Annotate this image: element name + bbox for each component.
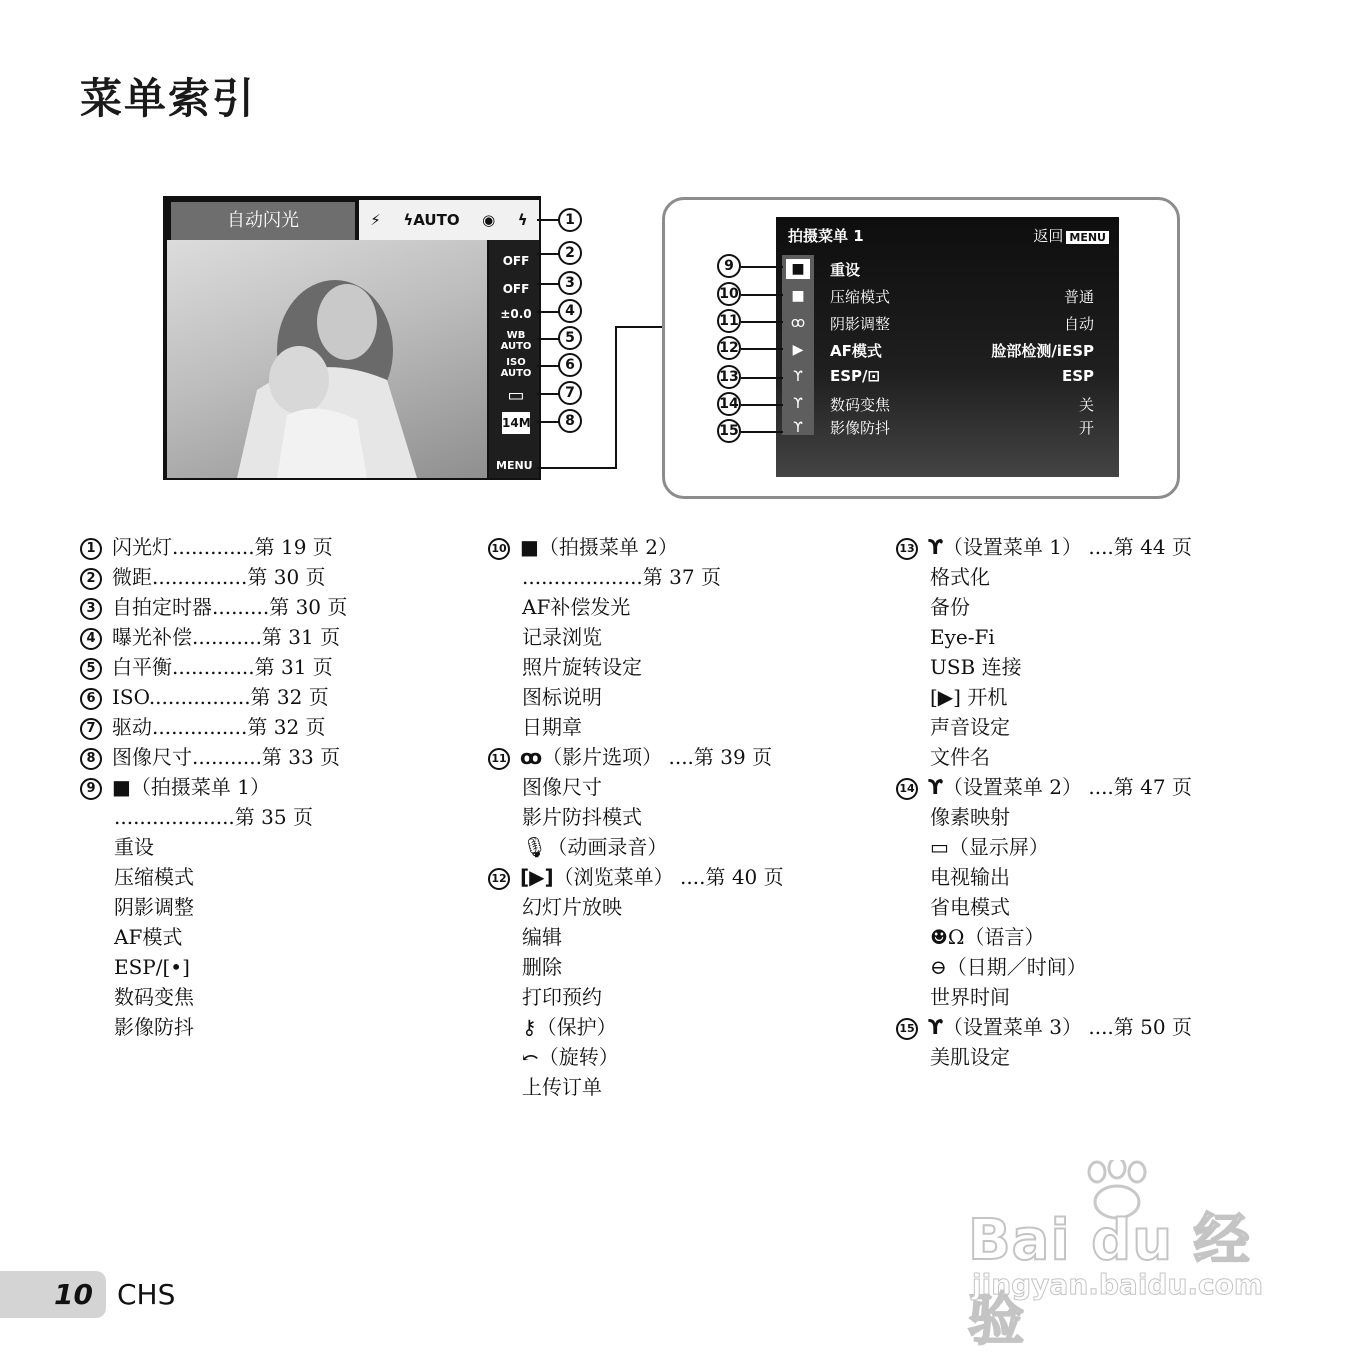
language-code: CHS	[117, 1278, 176, 1311]
entry-text: 照片旋转设定	[522, 655, 642, 679]
callout-number: 15	[717, 419, 741, 443]
camera-side-bar	[489, 240, 539, 478]
entry-text: ISO................第 32 页	[112, 685, 329, 709]
menu-row: AF模式 脸部检测/iESP	[830, 342, 1094, 360]
entry-text: 幻灯片放映	[522, 895, 622, 919]
callout-number: 9	[717, 254, 741, 278]
callout-number: 8	[558, 409, 582, 433]
image-size-icon: 14M	[502, 412, 530, 434]
callout-number: 7	[558, 381, 582, 405]
index-entry	[488, 922, 858, 952]
callout-number: 13	[717, 365, 741, 389]
index-column-2	[488, 532, 858, 1102]
entry-text: 打印预约	[522, 985, 602, 1009]
callout-number: 11	[717, 309, 741, 333]
index-entry	[80, 622, 450, 652]
entry-text: ...................第 35 页	[114, 805, 313, 829]
entry-icon: ■	[112, 775, 131, 799]
entry-text: 🎙（动画录音）	[522, 835, 668, 859]
index-entry	[896, 592, 1266, 622]
back-label: 返回 MENU	[1033, 225, 1109, 246]
entry-text: （拍摄菜单 1）	[130, 775, 270, 799]
index-entry	[80, 832, 450, 862]
index-entry	[488, 772, 858, 802]
entry-text: 图像尺寸...........第 33 页	[112, 745, 341, 769]
menu-row: 影像防抖 开	[830, 419, 1094, 437]
entry-text: 上传订单	[522, 1075, 602, 1099]
camera-screen	[163, 196, 541, 480]
entry-text: （影片选项） ....第 39 页	[542, 745, 773, 769]
index-entry	[896, 922, 1266, 952]
menu-row: 阴影调整 自动	[830, 315, 1094, 333]
entry-number: 14	[896, 778, 918, 800]
flash-auto-icon: ϟAUTO	[403, 211, 460, 229]
index-entry	[80, 682, 450, 712]
index-entry	[488, 892, 858, 922]
index-entry	[896, 952, 1266, 982]
index-entry	[488, 712, 858, 742]
entry-text: ESP/[•]	[114, 955, 190, 979]
leader-line	[741, 377, 783, 379]
entry-text: 电视输出	[930, 865, 1010, 889]
index-entry	[896, 982, 1266, 1012]
entry-text: 美肌设定	[930, 1045, 1010, 1069]
exposure-icon: ±0.0	[500, 307, 532, 321]
callout-number: 14	[717, 392, 741, 416]
index-entry	[896, 892, 1266, 922]
leader-line	[537, 393, 559, 395]
entry-text: ⚷（保护）	[522, 1015, 617, 1039]
entry-text: （设置菜单 3） ....第 50 页	[942, 1015, 1192, 1039]
entry-text: USB 连接	[930, 655, 1022, 679]
entry-number: 3	[80, 598, 102, 620]
index-entry	[896, 562, 1266, 592]
entry-number: 2	[80, 568, 102, 590]
entry-text: ▭（显示屏）	[930, 835, 1049, 859]
index-entry	[80, 652, 450, 682]
watermark-url: jingyan.baidu.com	[972, 1268, 1264, 1301]
entry-text: 微距...............第 30 页	[112, 565, 326, 589]
camera-icon: ■	[791, 288, 805, 304]
entry-number: 9	[80, 778, 102, 800]
callout-number: 1	[558, 208, 582, 232]
entry-text: （设置菜单 2） ....第 47 页	[942, 775, 1192, 799]
entry-text: （拍摄菜单 2）	[538, 535, 678, 559]
entry-number: 11	[488, 748, 510, 770]
index-entry	[488, 592, 858, 622]
index-entry	[896, 622, 1266, 652]
entry-text: ⊖（日期／时间）	[930, 955, 1087, 979]
entry-text: 白平衡.............第 31 页	[112, 655, 333, 679]
entry-text: [▶] 开机	[930, 685, 1008, 709]
index-column-3	[896, 532, 1266, 1072]
index-entry	[488, 652, 858, 682]
index-entry	[80, 1012, 450, 1042]
index-entry	[488, 622, 858, 652]
entry-number: 5	[80, 658, 102, 680]
callout-number: 4	[558, 299, 582, 323]
menu-connector	[537, 467, 617, 469]
leader-line	[741, 321, 783, 323]
setup-icon: ϒ	[793, 369, 803, 385]
entry-text: AF模式	[114, 925, 183, 949]
entry-text: 声音设定	[930, 715, 1010, 739]
index-entry	[80, 862, 450, 892]
leader-line	[741, 404, 783, 406]
baidu-watermark	[968, 1160, 1298, 1353]
wb-icon: WB AUTO	[500, 330, 532, 352]
entry-text: 图标说明	[522, 685, 602, 709]
leader-line	[537, 283, 559, 285]
index-entry	[488, 982, 858, 1012]
entry-text: 影像防抖	[114, 1015, 194, 1039]
setup-icon: ϒ	[793, 420, 803, 436]
entry-number: 10	[488, 538, 510, 560]
entry-number: 8	[80, 748, 102, 770]
page-title: 菜单索引	[80, 74, 257, 123]
menu-header: 拍摄菜单 1	[788, 227, 864, 245]
index-entry	[488, 952, 858, 982]
index-entry	[80, 892, 450, 922]
entry-icon: ϒ	[928, 535, 943, 559]
index-entry	[896, 772, 1266, 802]
iso-icon: ISO AUTO	[500, 357, 532, 379]
entry-icon: ϒ	[928, 1015, 943, 1039]
entry-text: 图像尺寸	[522, 775, 602, 799]
index-entry	[488, 562, 858, 592]
drive-icon: ▭	[507, 385, 525, 406]
index-entry	[896, 802, 1266, 832]
callout-number: 3	[558, 271, 582, 295]
index-entry	[896, 742, 1266, 772]
watermark-brand: Bai du 经验	[968, 1208, 1251, 1353]
entry-text: 省电模式	[930, 895, 1010, 919]
leader-line	[741, 266, 783, 268]
entry-text: 自拍定时器.........第 30 页	[112, 595, 348, 619]
index-entry	[896, 1042, 1266, 1072]
index-entry	[488, 682, 858, 712]
index-entry	[488, 1042, 858, 1072]
index-entry	[488, 802, 858, 832]
entry-text: 闪光灯.............第 19 页	[112, 535, 333, 559]
index-entry	[896, 652, 1266, 682]
macro-icon: OFF	[502, 254, 530, 268]
index-entry	[488, 742, 858, 772]
entry-number: 6	[80, 688, 102, 710]
index-entry	[80, 532, 450, 562]
entry-text: 文件名	[930, 745, 990, 769]
self-timer-icon: OFF	[502, 282, 530, 296]
entry-text: 阴影调整	[114, 895, 194, 919]
menu-row: 重设	[830, 261, 861, 279]
entry-text: Eye-Fi	[930, 625, 995, 649]
index-entry	[80, 712, 450, 742]
entry-text: （设置菜单 1） ....第 44 页	[942, 535, 1192, 559]
index-entry	[80, 922, 450, 952]
index-entry	[80, 772, 450, 802]
index-entry	[896, 682, 1266, 712]
movie-icon: ꝏ	[790, 315, 806, 331]
sample-photo	[167, 240, 487, 478]
entry-number: 1	[80, 538, 102, 560]
flash-options	[359, 200, 539, 240]
callout-number: 6	[558, 353, 582, 377]
entry-text: ☻Ω（语言）	[930, 925, 1045, 949]
entry-number: 15	[896, 1018, 918, 1040]
leader-line	[741, 431, 783, 433]
index-entry	[488, 532, 858, 562]
flash-off-icon: ⚡	[370, 211, 381, 229]
camera-icon: ■	[786, 259, 810, 279]
entry-text: ⤺（旋转）	[522, 1045, 619, 1069]
index-column-1	[80, 532, 450, 1042]
callout-number: 12	[717, 336, 741, 360]
entry-text: 重设	[114, 835, 154, 859]
entry-text: 备份	[930, 595, 970, 619]
menu-row: 数码变焦 关	[830, 396, 1094, 414]
setup-icon: ϒ	[793, 396, 803, 412]
shooting-menu-screen	[776, 217, 1119, 477]
entry-text: 日期章	[522, 715, 582, 739]
index-entry	[488, 832, 858, 862]
entry-number: 13	[896, 538, 918, 560]
index-entry	[488, 1012, 858, 1042]
menu-connector	[615, 326, 617, 469]
entry-text: 记录浏览	[522, 625, 602, 649]
callout-number: 10	[717, 282, 741, 306]
flash-mode-label: 自动闪光	[171, 202, 355, 240]
entry-text: 压缩模式	[114, 865, 194, 889]
menu-tabs	[782, 255, 814, 435]
index-entry	[80, 952, 450, 982]
menu-row: ESP/⊡ ESP	[830, 367, 1094, 385]
index-entry	[896, 532, 1266, 562]
leader-line	[537, 338, 559, 340]
index-entry	[488, 1072, 858, 1102]
entry-text: （浏览菜单） ....第 40 页	[553, 865, 784, 889]
entry-text: ...................第 37 页	[522, 565, 721, 589]
entry-text: 编辑	[522, 925, 562, 949]
entry-icon: ■	[520, 535, 539, 559]
index-entry	[896, 1012, 1266, 1042]
redeye-icon: ◉	[482, 211, 496, 229]
entry-number: 12	[488, 868, 510, 890]
entry-text: 世界时间	[930, 985, 1010, 1009]
leader-line	[741, 294, 783, 296]
entry-icon: [▶]	[520, 865, 554, 889]
index-entry	[896, 862, 1266, 892]
index-entry	[80, 982, 450, 1012]
entry-icon: ϒ	[928, 775, 943, 799]
index-entry	[80, 592, 450, 622]
page-number: 10	[54, 1278, 93, 1311]
leader-line	[537, 311, 559, 313]
entry-text: 像素映射	[930, 805, 1010, 829]
index-entry	[80, 562, 450, 592]
index-entry	[80, 742, 450, 772]
entry-text: 曝光补偿...........第 31 页	[112, 625, 341, 649]
index-entry	[488, 862, 858, 892]
index-entry	[80, 802, 450, 832]
entry-text: 格式化	[930, 565, 990, 589]
index-entry	[896, 832, 1266, 862]
entry-text: 影片防抖模式	[522, 805, 642, 829]
menu-label: MENU	[496, 459, 533, 472]
flash-on-icon: ϟ	[517, 211, 528, 229]
entry-text: AF补偿发光	[522, 595, 631, 619]
leader-line	[537, 421, 559, 423]
entry-number: 7	[80, 718, 102, 740]
leader-line	[537, 219, 559, 221]
entry-text: 数码变焦	[114, 985, 194, 1009]
leader-line	[741, 348, 783, 350]
entry-icon: ꝏ	[520, 745, 543, 769]
entry-number: 4	[80, 628, 102, 650]
entry-text: 删除	[522, 955, 562, 979]
callout-number: 5	[558, 326, 582, 350]
callout-number: 2	[558, 241, 582, 265]
playback-icon: ▶	[792, 342, 804, 358]
menu-row: 压缩模式 普通	[830, 288, 1094, 306]
index-entry	[896, 712, 1266, 742]
menu-button-icon: MENU	[1066, 231, 1109, 244]
menu-connector	[615, 326, 665, 328]
leader-line	[537, 253, 559, 255]
entry-text: 驱动...............第 32 页	[112, 715, 326, 739]
leader-line	[537, 365, 559, 367]
